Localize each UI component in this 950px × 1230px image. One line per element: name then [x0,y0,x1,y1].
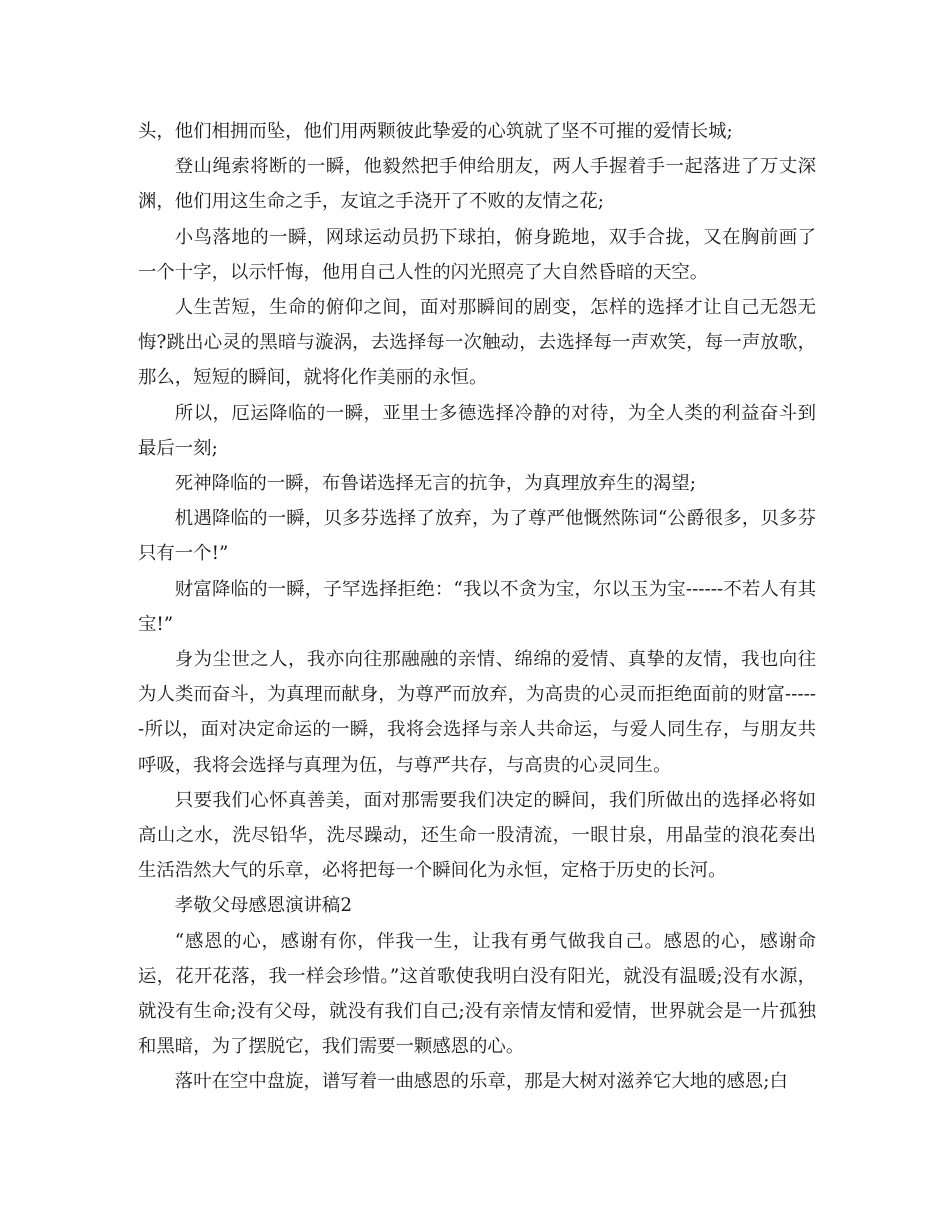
paragraph: 落叶在空中盘旋，谱写着一曲感恩的乐章，那是大树对滋养它大地的感恩;白 [174,1071,788,1093]
paragraph: 机遇降临的一瞬，贝多芬选择了放弃，为了尊严他慨然陈词“公爵很多，贝多芬只有一个!” [138,508,816,565]
paragraph: “感恩的心，感谢有你，伴我一生，让我有勇气做我自己。感恩的心，感谢命运，花开花落，我一样会珍惜。”这首歌使我明白没有阳光，就没有温暖;没有水源，就没有生命;没有父母，就没有我们自己;没有亲情友情和爱情，世界就会是一片孤独和黑暗，为了摆脱它，我们需要一颗感恩的心。 [138,930,816,1058]
paragraph: 头，他们相拥而坠，他们用两颗彼此挚爱的心筑就了坚不可摧的爱情长城; [138,121,733,142]
paragraph: 财富降临的一瞬，子罕选择拒绝：“我以不贪为宝，尔以玉为宝------不若人有其宝!” [138,578,816,635]
paragraph: 所以，厄运降临的一瞬，亚里士多德选择冷静的对待，为全人类的利益奋斗到最后一刻; [138,402,816,459]
document-body [138,114,816,1100]
section-heading: 孝敬父母感恩演讲稿2 [174,895,353,917]
paragraph: 死神降临的一瞬，布鲁诺选择无言的抗争，为真理放弃生的渴望; [174,473,696,495]
paragraph: 登山绳索将断的一瞬，他毅然把手伸给朋友，两人手握着手一起落进了万丈深渊，他们用这生命之手，友谊之手浇开了不败的友情之花; [138,156,816,213]
paragraph: 人生苦短，生命的俯仰之间，面对那瞬间的剧变，怎样的选择才让自己无怨无悔?跳出心灵的黑暗与漩涡，去选择每一次触动，去选择每一声欢笑，每一声放歌，那么，短短的瞬间，就将化作美丽的永恒。 [138,297,816,389]
paragraph: 身为尘世之人，我亦向往那融融的亲情、绵绵的爱情、真挚的友情，我也向往为人类而奋斗，为真理而献身，为尊严而放弃，为高贵的心灵而拒绝面前的财富------所以，面对决定命运的一瞬，我将会选择与亲人共命运，与爱人同生存，与朋友共呼吸，我将会选择与真理为伍，与尊严共存，与高贵的心灵同生。 [138,649,816,776]
paragraph: 小鸟落地的一瞬，网球运动员扔下球拍，俯身跪地，双手合拢，又在胸前画了一个十字，以示忏悔，他用自己人性的闪光照亮了大自然昏暗的天空。 [138,226,816,283]
paragraph: 只要我们心怀真善美，面对那需要我们决定的瞬间，我们所做出的选择必将如高山之水，洗尽铅华，洗尽躁动，还生命一股清流，一眼甘泉，用晶莹的浪花奏出生活浩然大气的乐章，必将把每一个瞬间化为永恒，定格于历史的长河。 [138,789,816,882]
